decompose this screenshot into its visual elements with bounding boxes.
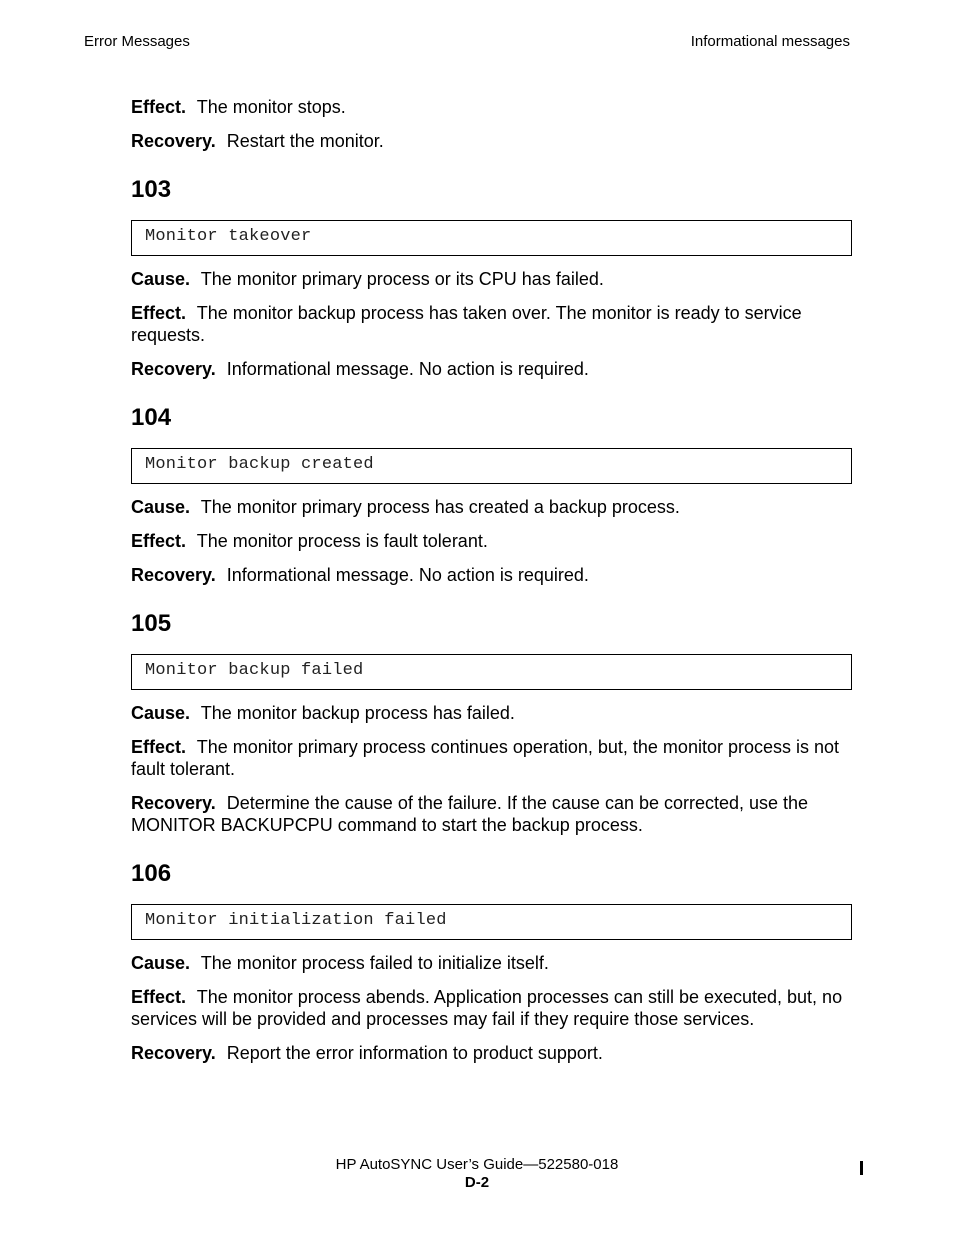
effect-text: The monitor primary process continues operation, but, the monitor process is not fault tolerant. [131,737,840,779]
cause-label: Cause. [131,497,191,517]
message-effect [131,302,852,346]
effect-text: The monitor stops. [196,97,346,117]
recovery-text: Informational message. No action is required. [226,359,589,379]
effect-text: The monitor process abends. Application processes can still be executed, but, no services will be provided and processes may fail if they require those services. [131,987,843,1029]
cause-label: Cause. [131,703,191,723]
recovery-label: Recovery. [131,565,216,585]
message-cause [131,952,852,974]
message-effect [131,986,852,1030]
intro-recovery [131,130,852,152]
effect-label: Effect. [131,737,187,757]
message-text-box: Monitor backup created [131,448,852,484]
recovery-label: Recovery. [131,1043,216,1063]
running-header-right: Informational messages [690,33,850,50]
page-footer [0,1156,954,1192]
cause-text: The monitor primary process or its CPU has failed. [200,269,604,289]
recovery-label: Recovery. [131,793,216,813]
message-text-box: Monitor backup failed [131,654,852,690]
page-number: D-2 [464,1174,490,1191]
cause-text: The monitor primary process has created a backup process. [200,497,680,517]
recovery-label: Recovery. [131,131,216,151]
message-cause [131,268,852,290]
message-recovery [131,1042,852,1064]
effect-label: Effect. [131,97,187,117]
message-number: 103 [131,176,172,203]
message-number: 106 [131,860,172,887]
effect-label: Effect. [131,987,187,1007]
effect-text: The monitor backup process has taken over. The monitor is ready to service requests. [131,303,802,345]
recovery-label: Recovery. [131,359,216,379]
running-header-left: Error Messages [84,33,190,50]
cause-label: Cause. [131,269,191,289]
effect-label: Effect. [131,303,187,323]
effect-label: Effect. [131,531,187,551]
message-effect [131,530,852,552]
message-effect [131,736,852,780]
recovery-text: Restart the monitor. [226,131,384,151]
cause-text: The monitor process failed to initialize itself. [200,953,549,973]
message-recovery [131,564,852,586]
message-cause [131,496,852,518]
recovery-text: Determine the cause of the failure. If the cause can be corrected, use the MONITOR BACKUPCPU command to start the backup process. [131,793,809,835]
recovery-text: Report the error information to product support. [226,1043,603,1063]
message-number: 105 [131,610,172,637]
page-body [131,96,852,1076]
message-recovery [131,358,852,380]
message-recovery [131,792,852,836]
cause-label: Cause. [131,953,191,973]
change-bar [860,1161,863,1175]
message-number: 104 [131,404,172,431]
intro-effect [131,96,852,118]
message-text-box: Monitor initialization failed [131,904,852,940]
effect-text: The monitor process is fault tolerant. [196,531,488,551]
cause-text: The monitor backup process has failed. [200,703,515,723]
recovery-text: Informational message. No action is required. [226,565,589,585]
footer-title: HP AutoSYNC User’s Guide—522580-018 [335,1156,619,1173]
message-cause [131,702,852,724]
message-text-box: Monitor takeover [131,220,852,256]
